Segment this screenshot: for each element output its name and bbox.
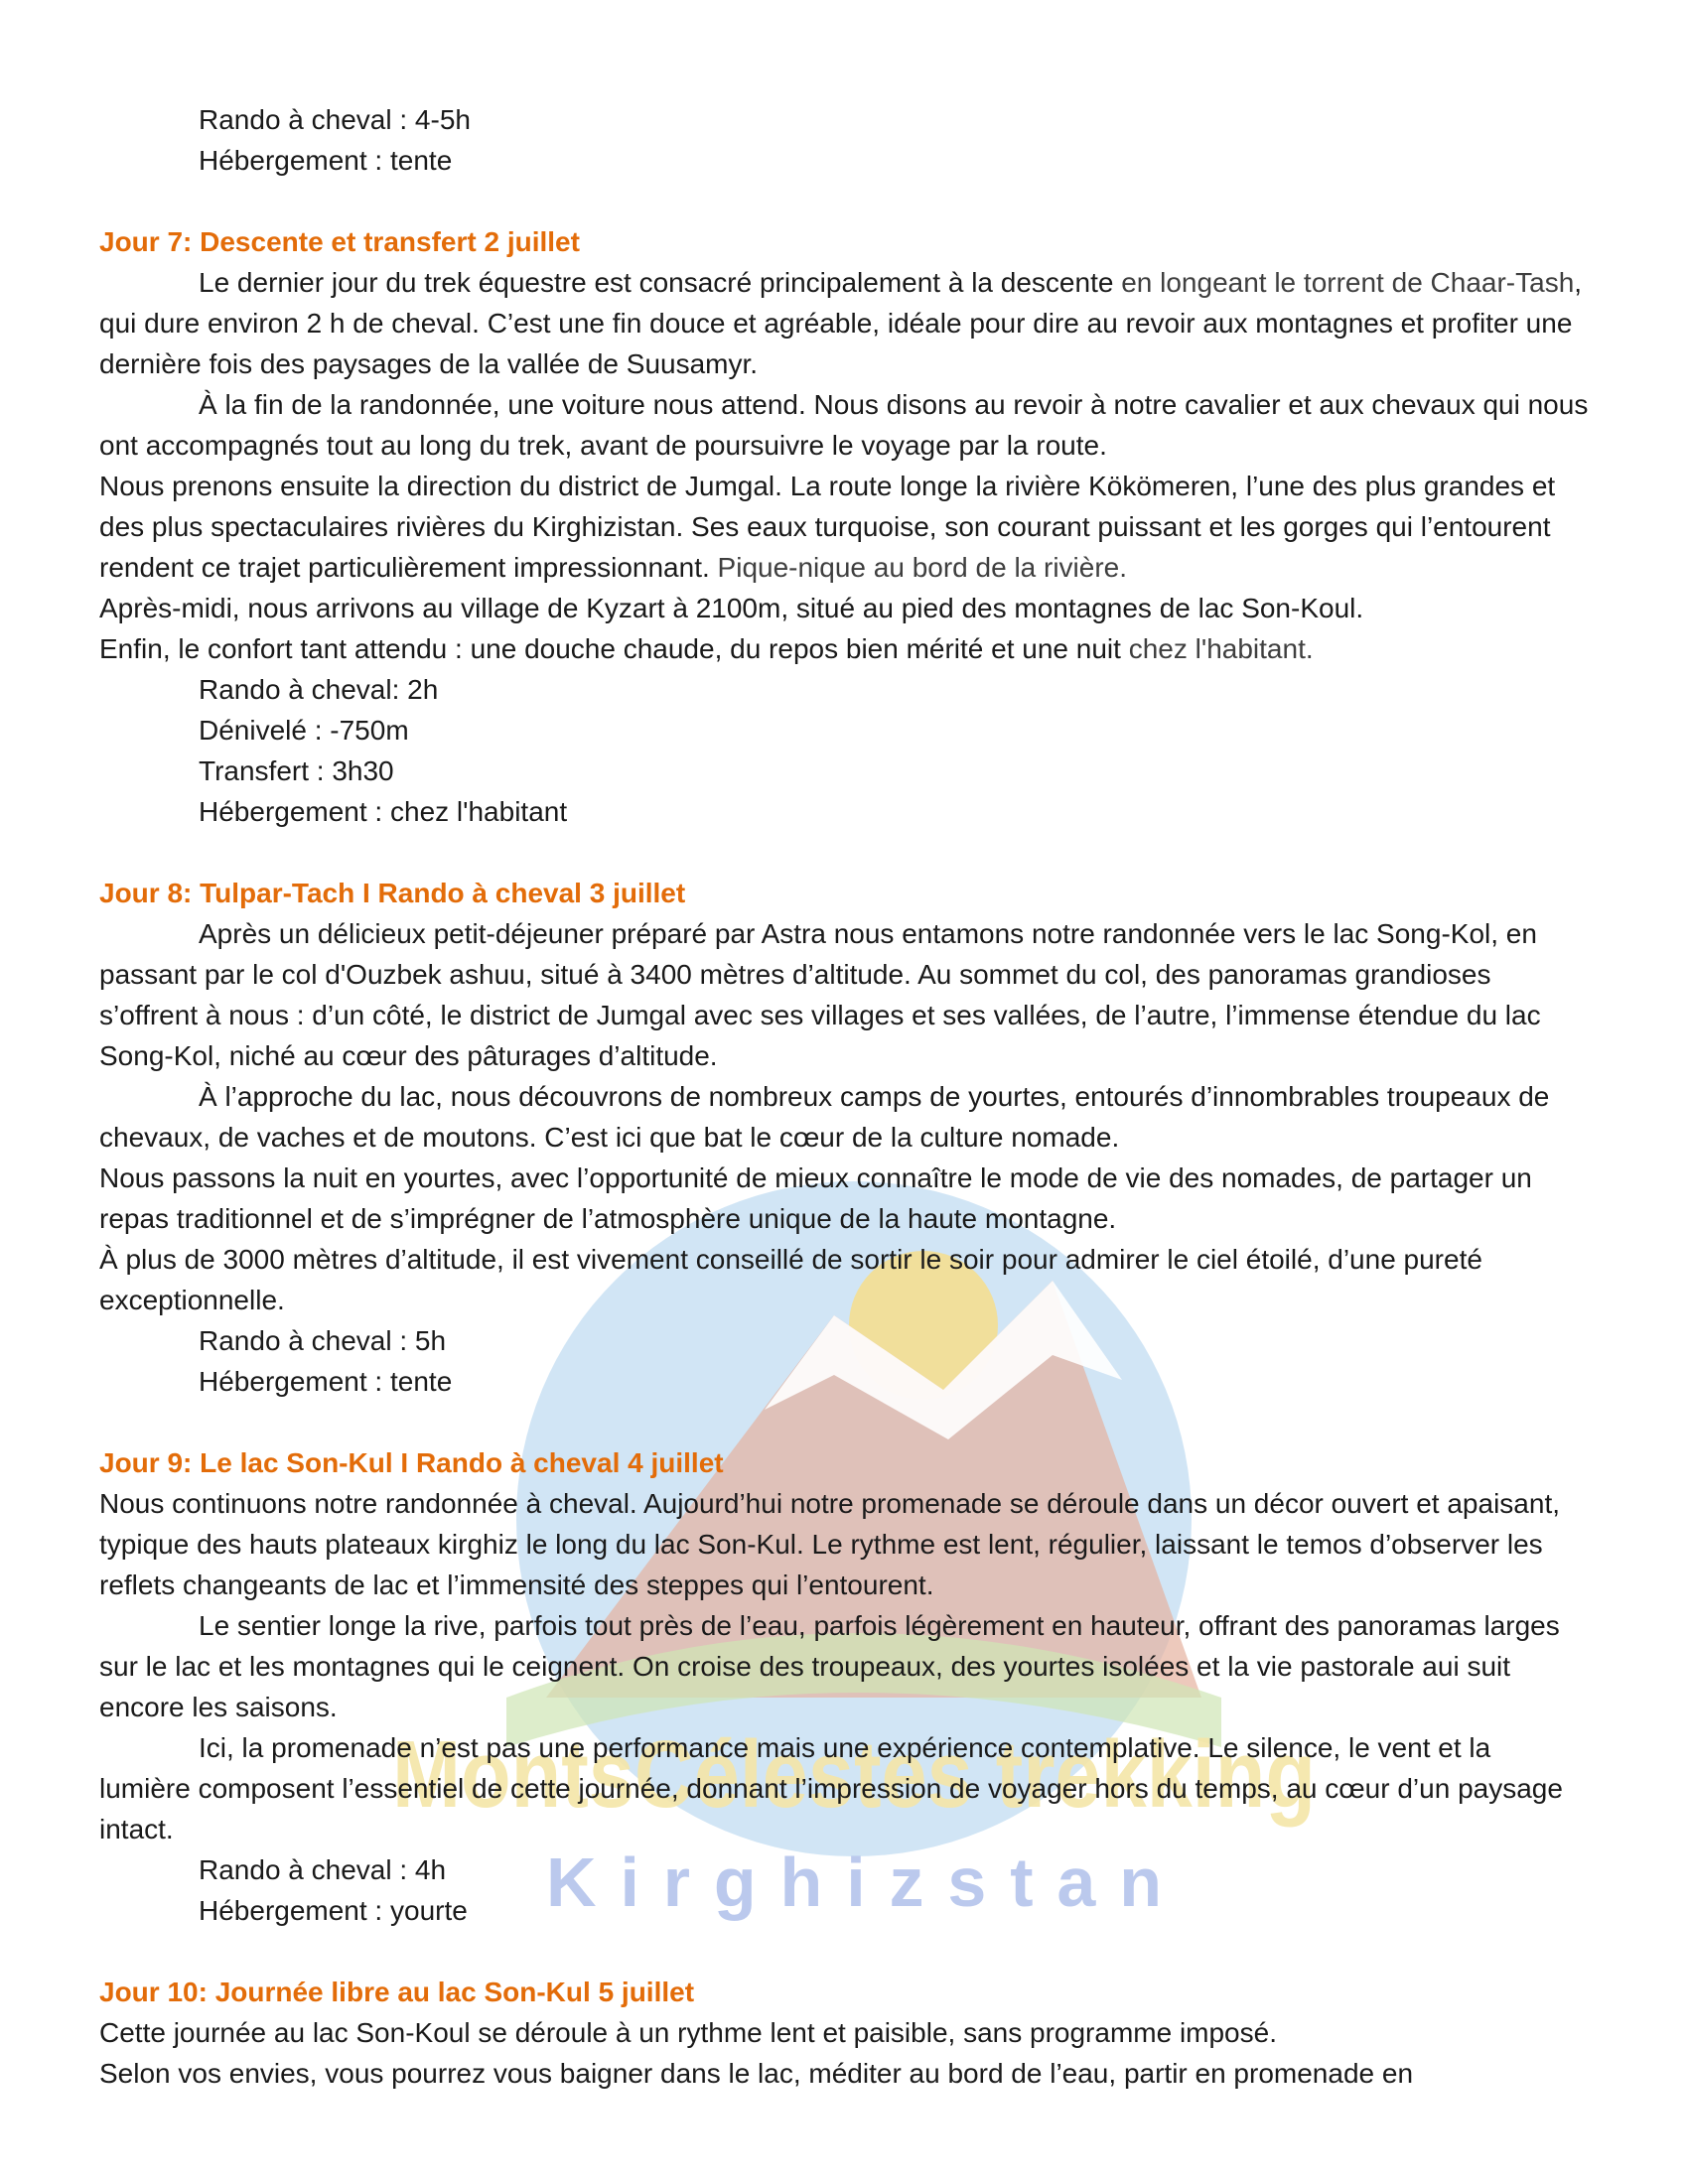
day-7-title: Jour 7: Descente et transfert 2 juillet [99, 226, 580, 257]
logo-subtitle: Kirghizstan [546, 1843, 1162, 1921]
spec-line: Transfert : 3h30 [199, 755, 394, 786]
itinerary-document [99, 99, 1589, 2094]
section-gap [99, 181, 1589, 221]
day-10-section [99, 1972, 1589, 2094]
day-8-paragraph-3: Nous passons la nuit en yourtes, avec l’opportunité de mieux connaître le mode de vie des nomades, de partager un repas traditionnel et de s’imprégner de l’atmosphère unique de la haute montagne. [99, 1162, 1532, 1234]
day-7-paragraph-1: Le dernier jour du trek équestre est consacré principalement à la descente en longeant le torrent de Chaar-Tash, qui dure environ 2 h de cheval. C’est une fin douce et agréable, idéale pour dire au revoir aux montagnes et profiter une dernière fois des paysages de la vallée de Suusamyr. [99, 267, 1583, 379]
day-9-paragraph-1: Nous continuons notre randonnée à cheval. Aujourd’hui notre promenade se déroule dans un décor ouvert et apaisant, typique des hauts plateaux kirghiz le long du lac Son-Kul. Le rythme est lent, régulier, laissant le temos d’observer les reflets changeants de lac et l’immensité des steppes qui l’entourent. [99, 1488, 1560, 1600]
spec-line: Rando à cheval : 5h [199, 1325, 447, 1356]
day-7-section [99, 221, 1589, 832]
day-7-paragraph-3: Nous prenons ensuite la direction du district de Jumgal. La route longe la rivière Kökömeren, l’une des plus grandes et des plus spectaculaires rivières du Kirghizistan. Ses eaux turquoise, son courant puissant et les gorges qui l’entourent rendent ce trajet particulièrement impressionnant. Pique-nique au bord de la rivière. [99, 471, 1556, 583]
day-8-paragraph-1: Après un délicieux petit-déjeuner préparé par Astra nous entamons notre randonnée vers le lac Song-Kol, en passant par le col d'Ouzbek ashuu, situé à 3400 mètres d’altitude. Au sommet du col, des panoramas grandioses s’offrent à nous : d’un côté, le district de Jumgal avec ses villages et ses vallées, de l’autre, l’immense étendue du lac Song-Kol, niché au cœur des pâturages d’altitude. [99, 918, 1541, 1071]
day-7-paragraph-4: Après-midi, nous arrivons au village de Kyzart à 2100m, situé au pied des montagnes de lac Son-Koul. [99, 593, 1364, 623]
spec-line: Rando à cheval : 4h [199, 1854, 447, 1885]
spec-line: Hébergement : tente [199, 1366, 453, 1397]
day-9-title: Jour 9: Le lac Son-Kul I Rando à cheval 4 juillet [99, 1447, 724, 1478]
spec-line: Hébergement : yourte [199, 1895, 468, 1926]
day-7-paragraph-2: À la fin de la randonnée, une voiture nous attend. Nous disons au revoir à notre cavalier et aux chevaux qui nous ont accompagnés tout au long du trek, avant de poursuivre le voyage par la route. [99, 389, 1589, 461]
day-10-paragraph-2: Selon vos envies, vous pourrez vous baigner dans le lac, méditer au bord de l’eau, partir en promenade en [99, 2058, 1414, 2089]
day-8-paragraph-2: À l’approche du lac, nous découvrons de nombreux camps de yourtes, entourés d’innombrables troupeaux de chevaux, de vaches et de moutons. C’est ici que bat le cœur de la culture nomade. [99, 1081, 1550, 1153]
section-gap [99, 1931, 1589, 1972]
logo-title: MontsCélestes trekking [392, 1721, 1316, 1828]
day-8-paragraph-4: À plus de 3000 mètres d’altitude, il est vivement conseillé de sortir le soir pour admirer le ciel étoilé, d’une pureté exceptionnelle. [99, 1244, 1482, 1315]
spec-line: Dénivelé : -750m [199, 715, 409, 746]
day-10-title: Jour 10: Journée libre au lac Son-Kul 5 juillet [99, 1977, 695, 2007]
day-9-paragraph-3: Ici, la promenade n’est pas une performance mais une expérience contemplative. Le silence, le vent et la lumière composent l’essentiel de cette journée, donnant l’impression de voyager hors du temps, au cœur d’un paysage intact. [99, 1732, 1563, 1844]
spec-line: Rando à cheval: 2h [199, 674, 439, 705]
day-9-paragraph-2: Le sentier longe la rive, parfois tout près de l’eau, parfois légèrement en hauteur, offrant des panoramas larges sur le lac et les montagnes qui le ceignent. On croise des troupeaux, des yourtes isolées et la vie pastorale aui suit encore les saisons. [99, 1610, 1560, 1722]
day-8-section [99, 873, 1589, 1402]
spec-line: Rando à cheval : 4-5h [199, 104, 471, 135]
day-8-title: Jour 8: Tulpar-Tach I Rando à cheval 3 juillet [99, 878, 686, 908]
day-7-paragraph-5: Enfin, le confort tant attendu : une douche chaude, du repos bien mérité et une nuit chez l'habitant. [99, 633, 1314, 664]
spec-line: Hébergement : chez l'habitant [199, 796, 568, 827]
section-gap [99, 1402, 1589, 1442]
day-10-paragraph-1: Cette journée au lac Son-Koul se déroule à un rythme lent et paisible, sans programme imposé. [99, 2017, 1277, 2048]
section-gap [99, 832, 1589, 873]
spec-line: Hébergement : tente [199, 145, 453, 176]
day-9-section [99, 1442, 1589, 1931]
